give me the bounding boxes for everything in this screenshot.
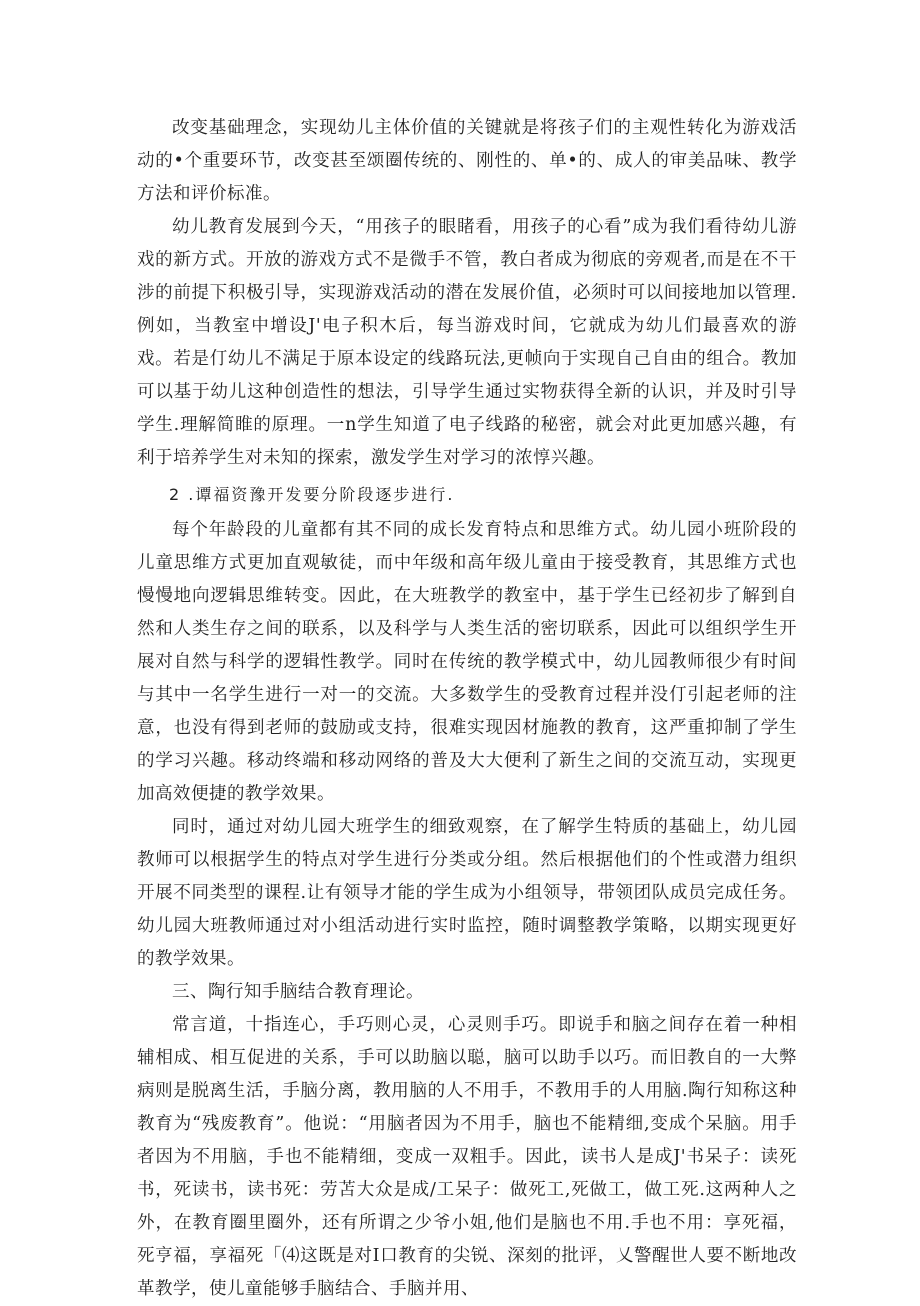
paragraph-age-characteristics: 每个年龄段的儿童都有其不同的成长发育特点和思维方式。幼儿园小班阶段的儿童思维方式更加直观敏徒，而中年级和高年级儿童由于接受教育，其思维方式也慢慢地向逻辑思维转变。因此，在大班教学的教室中，基于学生已经初步了解到自然和人类生存之间的联系，以及科学与人类生活的密切联系，因此可以组织学生开展对自然与科学的逻辑性教学。同时在传统的教学模式中，幼儿园教师很少有时间与其中一名学生进行一对一的交流。大多数学生的受教育过程并没仃引起老师的注意，也没有得到老师的鼓励或支持，很难实现因材施教的教育，这严重抑制了学生的学习兴趣。移动终端和移动网络的普及大大便利了新生之间的交流互动，实现更加高效便捷的教学效果。 <box>137 520 797 804</box>
section-heading-phased-development: 2 .谭福资豫开发要分阶段逐步进行. <box>169 485 455 504</box>
document-body <box>137 112 797 1306</box>
section-heading-tao-xingzhi: 三、陶行知手脑结合教育理论。 <box>172 982 424 1002</box>
paragraph-child-perspective: 幼儿教育发展到今天，“用孩子的眼睹看，用孩子的心看”成为我们看待幼儿游戏的新方式。开放的游戏方式不是微手不管，教白者成为彻底的旁观者,而是在不干涉的前提下积极引导，实现游戏活动的潜在发展价值，必须时可以间接地加以管理.例如，当教室中增设J'电子积木后，每当游戏时间，它就成为幼儿们最喜欢的游戏。若是仃幼儿不满足于原本设定的线路玩法,更帧向于实现自己自由的组合。教加可以基于幼儿这种创造性的想法，引导学生通过实物获得全新的认识，并及时引导学生.理解简睢的原理。一n学生知道了电子线路的秘密，就会对此更加感兴趣，有利于培养学生对未知的探索，激发学生对学习的浓惇兴趣。 <box>137 217 797 468</box>
paragraph-hand-brain: 常言道，十指连心，手巧则心灵，心灵则手巧。即说手和脑之间存在着一种相辅相成、相互促进的关系，手可以助脑以聪，脑可以助手以巧。而旧教自的一大弊病则是脱离生活，手脑分离，教用脑的人不用手，不教用手的人用脑.陶行知称这种教育为“残废教育”。他说：“用脑者因为不用手，脑也不能精细,变成个呆脑。用手者因为不用脑，手也不能精细，变成一双粗手。因此，读书人是成J'书呆子：读死书，死读书，读书死：劳苫大众是成/工呆子：做死工,死做工，做工死.这两种人之外，在教育圈里圈外，还有所谓之少爷小姐,他们是脑也不用.手也不用：享死福，死亨福，享福死「⑷这既是对I口教育的尖锐、深刻的批评，乂警醒世人要不断地改革教学，使儿童能够手脑结合、手脑并用、 <box>137 1015 797 1299</box>
paragraph-basic-concept: 改变基础理念，实现幼儿主体价值的关键就是将孩子们的主观性转化为游戏活动的•个重要环节，改变甚至颂圈传统的、刚性的、单•的、成人的审美品味、教学方法和评价标准。 <box>137 118 797 204</box>
paragraph-grouping: 同时，通过对幼儿园大班学生的细致观察，在了解学生特质的基础上，幼儿园教师可以根据学生的特点对学生进行分类或分组。然后根据他们的个性或潜力组织开展不同类型的课程.让有领导才能的学生成为小组领导，带领团队成员完成任务。幼儿园大班教师通过对小组活动进行实时监控，随时调整教学策略，以期实现更好的教学效果。 <box>137 817 797 969</box>
